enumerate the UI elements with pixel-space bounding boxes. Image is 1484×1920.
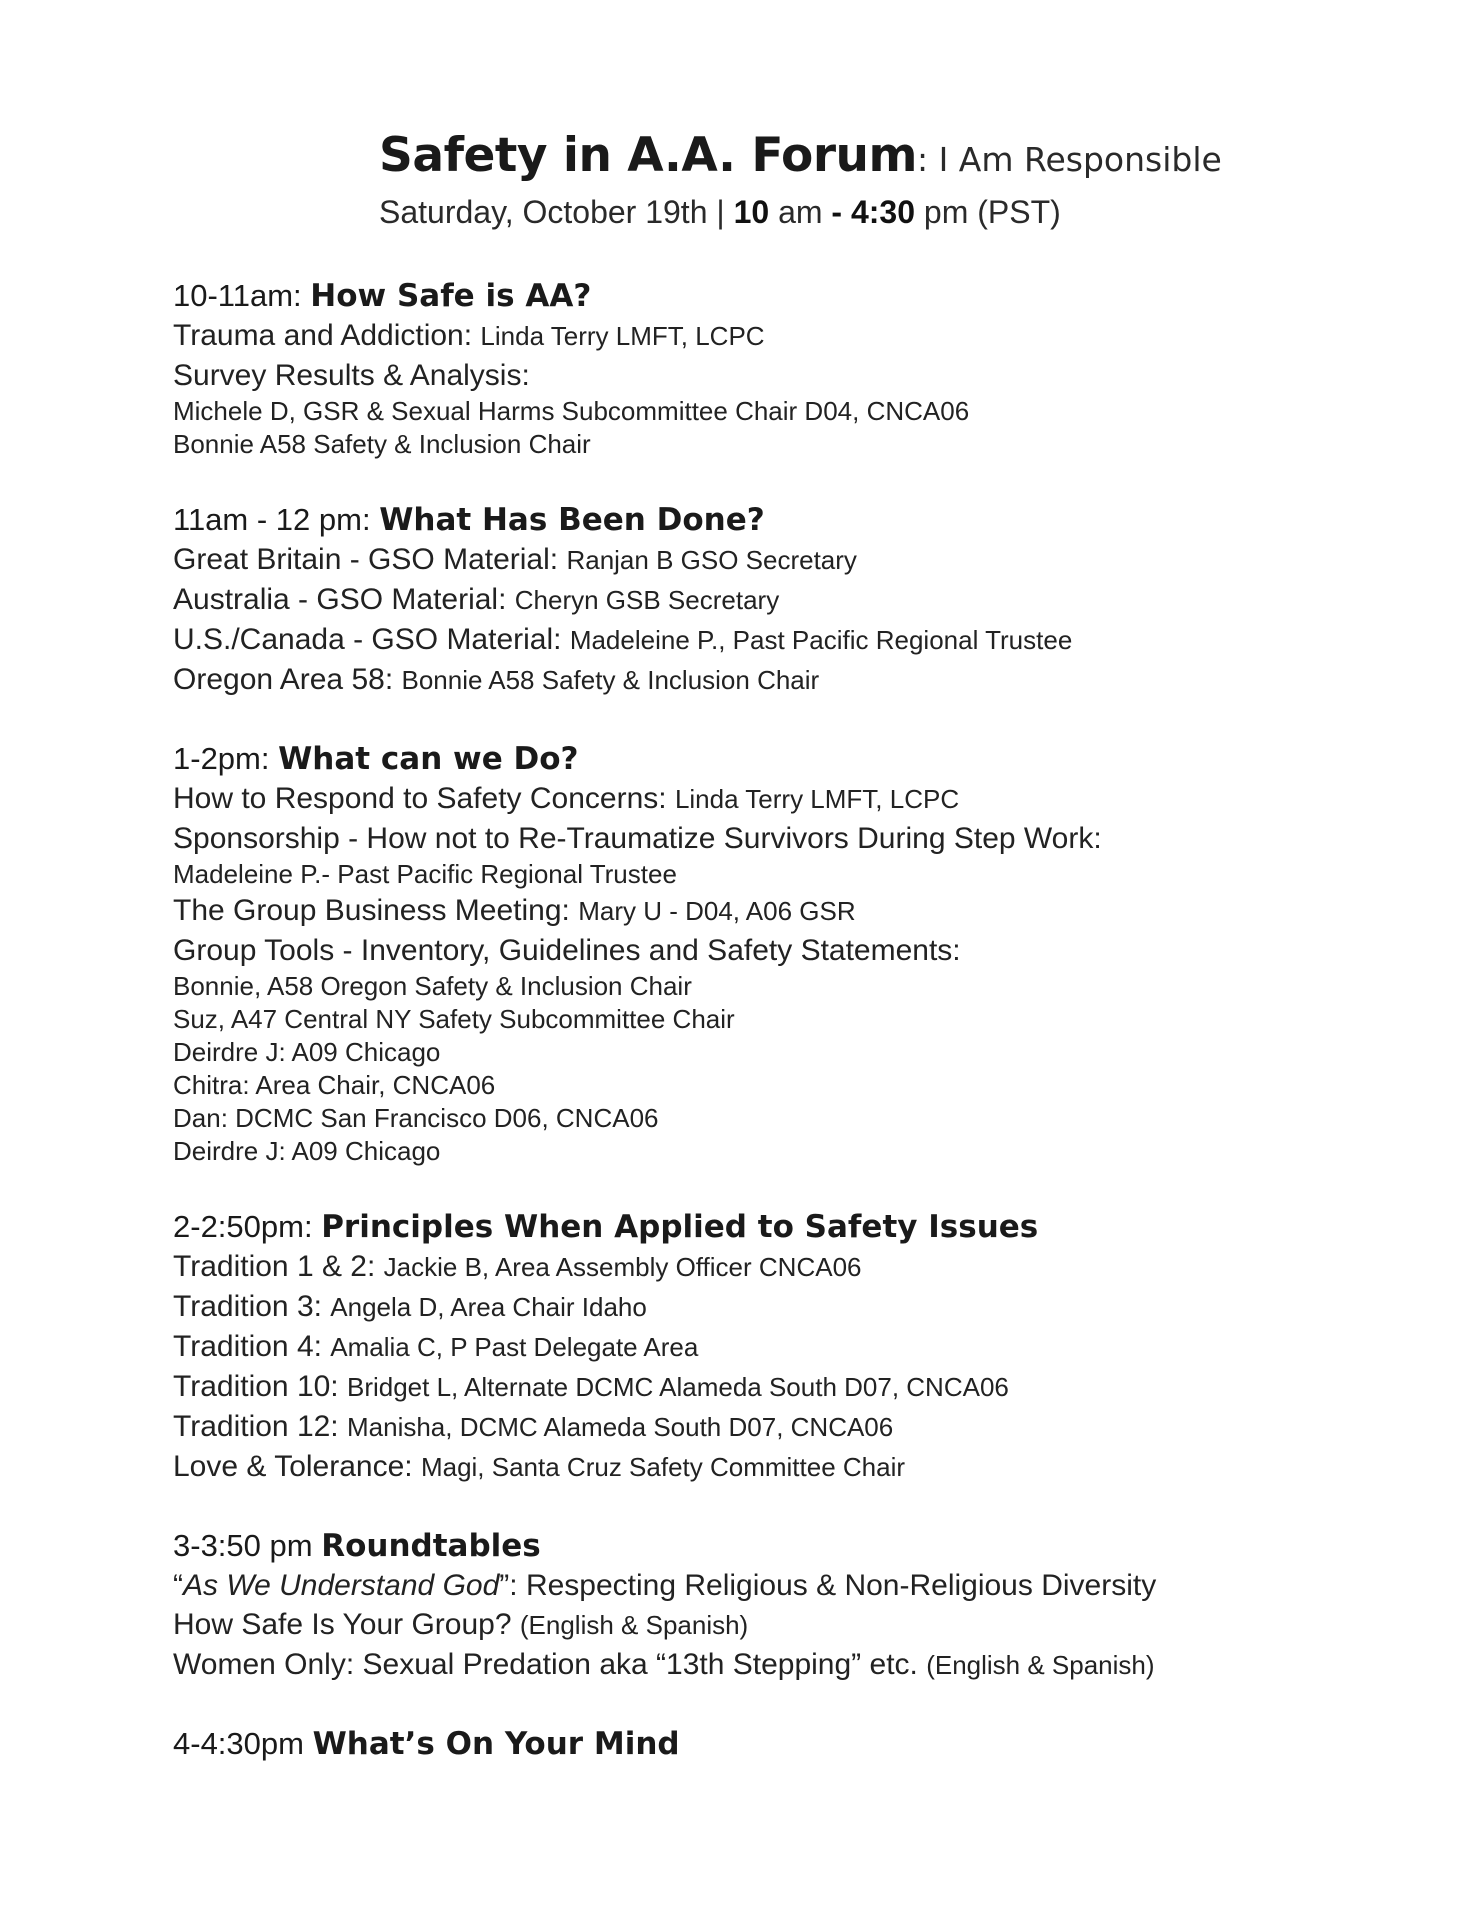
item-speaker: Madeleine P., Past Pacific Regional Trustee <box>569 625 1073 655</box>
item-speaker: Linda Terry LMFT, LCPC <box>674 784 960 814</box>
agenda-item <box>173 1247 1463 1287</box>
item-language: (English & Spanish) <box>519 1610 749 1640</box>
item-label: U.S./Canada - GSO Material: <box>173 623 570 656</box>
item-label: How Safe Is Your Group? <box>173 1608 520 1641</box>
speaker-line: Bonnie, A58 Oregon Safety & Inclusion Chair <box>173 971 692 1001</box>
section-name: What’s On Your Mind <box>312 1726 680 1762</box>
item-label: ”: Respecting Religious & Non-Religious Diversity <box>499 1569 1157 1602</box>
section-roundtables <box>173 1526 1463 1685</box>
item-label: Survey Results & Analysis: <box>173 359 530 392</box>
title-subtitle: : I Am Responsible <box>916 140 1222 179</box>
agenda-item <box>173 660 1463 700</box>
section-principles <box>173 1207 1463 1487</box>
item-speaker: Amalia C, P Past Delegate Area <box>330 1332 699 1362</box>
title-main: Safety in A.A. Forum <box>379 128 917 183</box>
section-name: Roundtables <box>321 1528 541 1564</box>
section-name: What Has Been Done? <box>379 502 765 538</box>
date-prefix: Saturday, October 19th | <box>379 194 734 230</box>
agenda-item <box>173 1605 1463 1645</box>
start-hour: 10 <box>733 194 770 230</box>
end-hour: 4:30 <box>842 194 915 230</box>
item-label: The Group Business Meeting: <box>173 894 579 927</box>
item-label: Tradition 12: <box>173 1410 347 1443</box>
event-date <box>379 194 1061 231</box>
agenda-item <box>173 1407 1463 1447</box>
speaker-line: Suz, A47 Central NY Safety Subcommittee Chair <box>173 1004 735 1034</box>
item-speaker: Jackie B, Area Assembly Officer CNCA06 <box>383 1252 862 1282</box>
item-speaker: Linda Terry LMFT, LCPC <box>480 321 765 351</box>
item-label: Love & Tolerance: <box>173 1450 421 1483</box>
agenda-item <box>173 1566 1463 1605</box>
item-label: Tradition 1 & 2: <box>173 1250 384 1283</box>
schedule <box>173 276 1463 1803</box>
speaker-line: Dan: DCMC San Francisco D06, CNCA06 <box>173 1103 659 1133</box>
agenda-item <box>173 580 1463 620</box>
item-italic-title: As We Understand God <box>183 1569 500 1602</box>
item-label: Sponsorship - How not to Re-Traumatize Survivors During Step Work: <box>173 822 1102 855</box>
speaker-line: Madeleine P.- Past Pacific Regional Trustee <box>173 859 677 889</box>
item-speaker: Angela D, Area Chair Idaho <box>330 1292 647 1322</box>
section-heading <box>173 1526 1463 1566</box>
item-label: Oregon Area 58: <box>173 663 402 696</box>
agenda-item <box>173 356 1463 395</box>
section-heading <box>173 1724 1463 1764</box>
item-language: (English & Spanish) <box>926 1650 1155 1680</box>
section-what-done <box>173 500 1463 700</box>
agenda-item <box>173 931 1463 970</box>
section-time: 1-2pm: <box>173 741 279 776</box>
agenda-item <box>173 1367 1463 1407</box>
item-label: Tradition 3: <box>173 1290 331 1323</box>
item-speaker: Bonnie A58 Safety & Inclusion Chair <box>401 665 820 695</box>
agenda-item <box>173 1645 1463 1685</box>
section-what-can-we-do <box>173 739 1463 1168</box>
speaker-line: Deirdre J: A09 Chicago <box>173 1037 441 1067</box>
speaker-line: Deirdre J: A09 Chicago <box>173 1136 441 1166</box>
section-time: 10-11am: <box>173 278 311 313</box>
section-heading <box>173 739 1463 779</box>
section-time: 4-4:30pm <box>173 1726 313 1761</box>
quote-open: “ <box>173 1569 183 1602</box>
speaker-line: Bonnie A58 Safety & Inclusion Chair <box>173 429 591 459</box>
item-label: How to Respond to Safety Concerns: <box>173 782 675 815</box>
section-how-safe <box>173 276 1463 461</box>
agenda-item <box>173 779 1463 819</box>
timezone-label: pm (PST) <box>915 194 1061 230</box>
agenda-item <box>173 1327 1463 1367</box>
item-speaker: Ranjan B GSO Secretary <box>566 545 857 575</box>
dash: - <box>831 194 843 230</box>
section-time: 2-2:50pm: <box>173 1209 322 1244</box>
item-label: Great Britain - GSO Material: <box>173 543 567 576</box>
item-label: Tradition 10: <box>173 1370 347 1403</box>
section-heading <box>173 500 1463 540</box>
agenda-item <box>173 620 1463 660</box>
section-name: What can we Do? <box>278 741 579 777</box>
item-speaker: Mary U - D04, A06 GSR <box>578 896 856 926</box>
section-time: 11am - 12 pm: <box>173 502 380 537</box>
agenda-item <box>173 819 1463 858</box>
agenda-item <box>173 540 1463 580</box>
item-speaker: Manisha, DCMC Alameda South D07, CNCA06 <box>346 1412 894 1442</box>
item-label: Group Tools - Inventory, Guidelines and Safety Statements: <box>173 934 961 967</box>
section-name: How Safe is AA? <box>310 278 592 314</box>
item-speaker: Cheryn GSB Secretary <box>514 585 780 615</box>
agenda-item <box>173 891 1463 931</box>
agenda-item <box>173 1287 1463 1327</box>
item-label: Trauma and Addiction: <box>173 319 481 352</box>
item-speaker: Magi, Santa Cruz Safety Committee Chair <box>420 1452 906 1482</box>
section-name: Principles When Applied to Safety Issues <box>321 1209 1039 1245</box>
agenda-item <box>173 1447 1463 1487</box>
section-heading <box>173 1207 1463 1247</box>
item-label: Women Only: Sexual Predation aka “13th Stepping” etc. <box>173 1648 927 1681</box>
section-time: 3-3:50 pm <box>173 1528 322 1563</box>
section-whats-on-your-mind <box>173 1724 1463 1764</box>
item-label: Tradition 4: <box>173 1330 331 1363</box>
page-title <box>379 128 1222 183</box>
am-label: am <box>769 194 832 230</box>
agenda-item <box>173 316 1463 356</box>
item-speaker: Bridget L, Alternate DCMC Alameda South D07, CNCA06 <box>346 1372 1009 1402</box>
item-label: Australia - GSO Material: <box>173 583 515 616</box>
section-heading <box>173 276 1463 316</box>
speaker-line: Michele D, GSR & Sexual Harms Subcommittee Chair D04, CNCA06 <box>173 396 970 426</box>
speaker-line: Chitra: Area Chair, CNCA06 <box>173 1070 496 1100</box>
